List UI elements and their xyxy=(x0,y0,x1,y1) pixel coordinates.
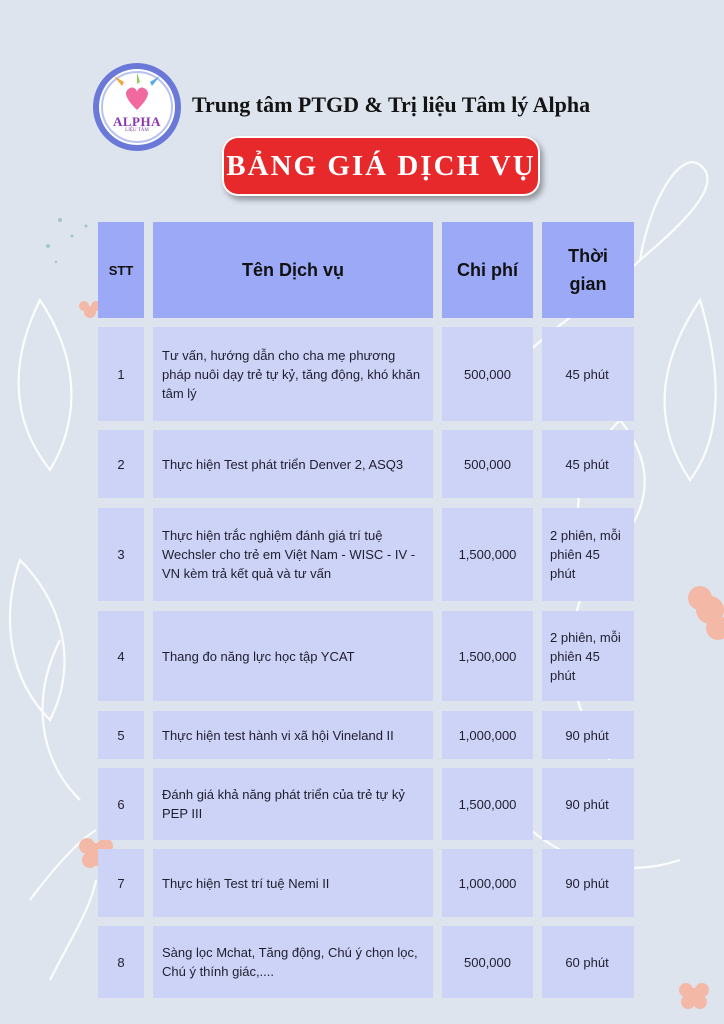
row-4-time: 2 phiên, mỗi phiên 45 phút xyxy=(542,611,634,701)
column-header-stt: STT xyxy=(98,222,144,318)
row-2-stt: 2 xyxy=(98,430,144,498)
column-header-time: Thời gian xyxy=(542,222,634,318)
banner-title: BẢNG GIÁ DỊCH VỤ xyxy=(226,149,536,182)
row-4-price: 1,500,000 xyxy=(442,611,533,701)
row-8-time: 60 phút xyxy=(542,926,634,998)
logo-subtext: LIỆU TÂM xyxy=(125,128,149,133)
row-2-price: 500,000 xyxy=(442,430,533,498)
row-7-stt: 7 xyxy=(98,849,144,917)
row-3-service: Thực hiện trắc nghiệm đánh giá trí tuệ Wechsler cho trẻ em Việt Nam - WISC - IV - VN kèm trả kết quả và tư vấn xyxy=(153,508,433,601)
row-2-service: Thực hiện Test phát triển Denver 2, ASQ3 xyxy=(153,430,433,498)
price-list-banner xyxy=(222,136,540,196)
row-6-time: 90 phút xyxy=(542,768,634,840)
row-5-service: Thực hiện test hành vi xã hội Vineland II xyxy=(153,711,433,759)
row-6-service: Đánh giá khả năng phát triển của trẻ tự kỷ PEP III xyxy=(153,768,433,840)
row-7-price: 1,000,000 xyxy=(442,849,533,917)
row-1-stt: 1 xyxy=(98,327,144,421)
logo-text: ALPHA xyxy=(113,114,161,129)
row-6-price: 1,500,000 xyxy=(442,768,533,840)
row-7-time: 90 phút xyxy=(542,849,634,917)
row-1-service: Tư vấn, hướng dẫn cho cha mẹ phương pháp nuôi dạy trẻ tự kỷ, tăng động, khó khăn tâm lý xyxy=(153,327,433,421)
row-8-service: Sàng lọc Mchat, Tăng động, Chú ý chọn lọc, Chú ý thính giác,.... xyxy=(153,926,433,998)
row-3-price: 1,500,000 xyxy=(442,508,533,601)
row-6-stt: 6 xyxy=(98,768,144,840)
row-8-stt: 8 xyxy=(98,926,144,998)
column-header-service: Tên Dịch vụ xyxy=(153,222,433,318)
organization-name: Trung tâm PTGD & Trị liệu Tâm lý Alpha xyxy=(192,92,591,117)
row-2-time: 45 phút xyxy=(542,430,634,498)
alpha-logo xyxy=(92,62,182,152)
row-7-service: Thực hiện Test trí tuệ Nemi II xyxy=(153,849,433,917)
row-5-price: 1,000,000 xyxy=(442,711,533,759)
row-5-stt: 5 xyxy=(98,711,144,759)
row-3-stt: 3 xyxy=(98,508,144,601)
row-1-time: 45 phút xyxy=(542,327,634,421)
row-1-price: 500,000 xyxy=(442,327,533,421)
row-5-time: 90 phút xyxy=(542,711,634,759)
seal-icon xyxy=(92,62,182,152)
row-4-service: Thang đo năng lực học tập YCAT xyxy=(153,611,433,701)
row-8-price: 500,000 xyxy=(442,926,533,998)
row-4-stt: 4 xyxy=(98,611,144,701)
column-header-price: Chi phí xyxy=(442,222,533,318)
row-3-time: 2 phiên, mỗi phiên 45 phút xyxy=(542,508,634,601)
